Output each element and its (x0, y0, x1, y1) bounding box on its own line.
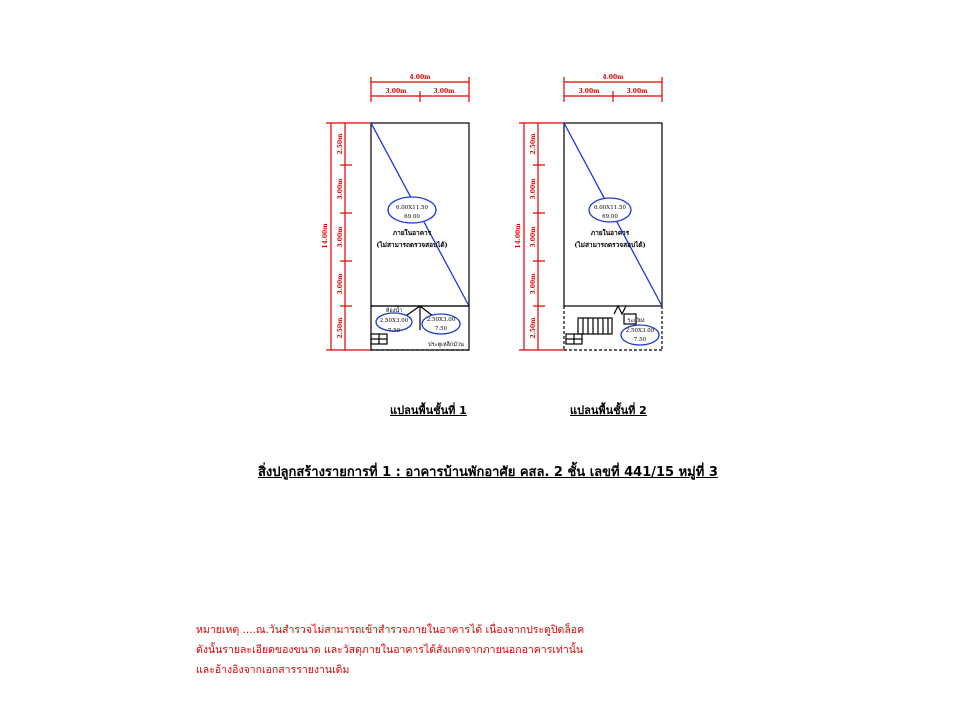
plan2-interior-label: ภายในอาคาร (590, 229, 630, 237)
plan1-segment-3: 3.00m (337, 226, 344, 248)
plan2-segment-3: 3.00m (530, 226, 537, 248)
plan1-width-total: 4.00m (409, 74, 431, 81)
note-line-2: ดังนั้นรายละเอียดของขนาด และวัสดุภายในอาคารได้สังเกตจากภายนอกอาคารเท่านั้น (196, 644, 584, 656)
plan2-main-dims: 6.00X11.50 (594, 205, 626, 211)
floor-plan-2 (515, 74, 662, 350)
plan2-interior-note: (ไม่สามารถตรวจสอบได้) (574, 241, 646, 249)
plan1-main-dims: 6.00X11.50 (396, 205, 428, 211)
note-line-1: หมายเหตุ ....ณ.วันสำรวจไม่สามารถเข้าสำรวจภายในอาคารได้ เนื่องจากประตูปิดล็อค (196, 624, 585, 636)
plan2-width-left: 3.00m (578, 88, 600, 95)
plan2-width-total: 4.00m (602, 74, 624, 81)
plan1-length-dimension (322, 123, 372, 350)
plan1-segment-2: 3.00m (337, 178, 344, 200)
floor-plan-1 (322, 74, 469, 350)
plan2-length-dimension (515, 123, 565, 350)
plan1-room-left-dims: 2.50X3.00 (379, 318, 409, 324)
plan2-room-right-label: ระเบียง (627, 318, 645, 324)
plan2-segment-2: 3.00m (530, 178, 537, 200)
plan2-width-right: 3.00m (626, 88, 648, 95)
plan1-width-dimension (371, 74, 469, 102)
plan1-segment-4: 3.00m (337, 273, 344, 295)
plan1-main-area: 69.00 (404, 214, 420, 220)
plan1-title: แปลนพื้นชั้นที่ 1 (390, 404, 467, 417)
plan1-width-left: 3.00m (385, 88, 407, 95)
plan2-segment-1: 2.50m (530, 133, 537, 155)
plan1-segment-1: 2.50m (337, 133, 344, 155)
plan1-door-label: ประตูเหล็กม้วน (428, 342, 464, 348)
plan1-interior-note: (ไม่สามารถตรวจสอบได้) (376, 241, 448, 249)
plan1-room-left-label: ห้องน้ำ (385, 308, 403, 314)
plan2-room-right-area: 7.50 (633, 337, 647, 343)
plan1-interior-label: ภายในอาคาร (392, 229, 432, 237)
plan2-title: แปลนพื้นชั้นที่ 2 (570, 404, 647, 417)
plan1-room-left-area: 7.50 (387, 328, 401, 334)
plan2-stair-icon (566, 318, 612, 344)
note-line-3: และอ้างอิงจากเอกสารรายงานเดิม (196, 664, 350, 676)
plan2-length-total: 14.00m (515, 223, 522, 249)
plan1-width-right: 3.00m (433, 88, 455, 95)
plan2-main-area: 69.00 (602, 214, 618, 220)
plan1-room-right-area: 7.50 (434, 326, 448, 332)
plan2-door-marks (614, 306, 626, 314)
plan2-width-dimension (564, 74, 662, 102)
plan2-room-right-dims: 2.50X3.00 (625, 328, 655, 334)
plan1-length-total: 14.00m (322, 223, 329, 249)
plan1-room-right-dims: 2.50X3.00 (426, 317, 456, 323)
main-title: สิ่งปลูกสร้างรายการที่ 1 : อาคารบ้านพักอาศัย คสล. 2 ชั้น เลขที่ 441/15 หมู่ที่ 3 (258, 465, 718, 480)
plan2-segment-5: 2.50m (530, 317, 537, 339)
plan2-segment-4: 3.00m (530, 273, 537, 295)
plan1-segment-5: 2.50m (337, 317, 344, 339)
